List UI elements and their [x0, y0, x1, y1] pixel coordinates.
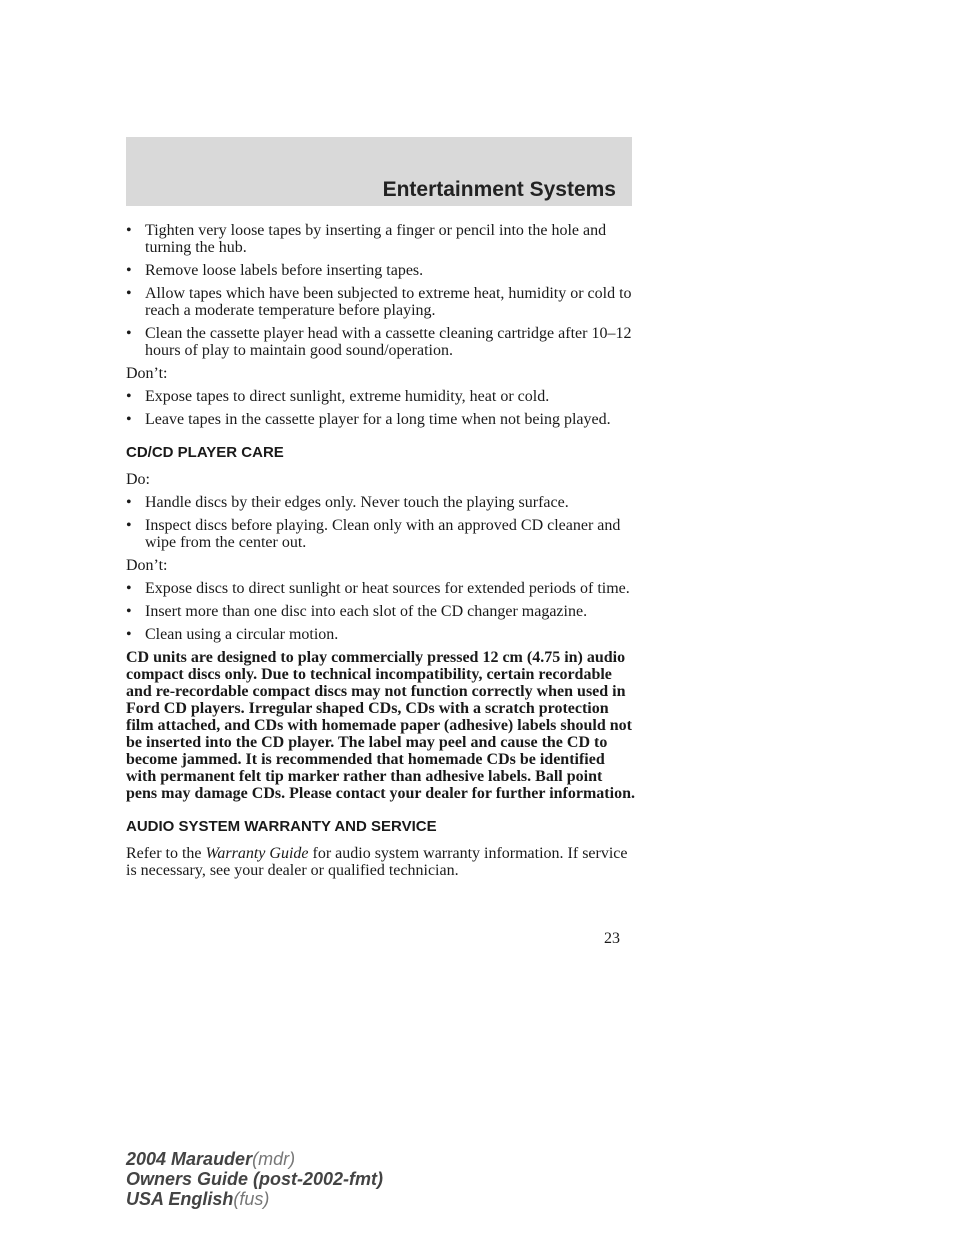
list-item-text: Handle discs by their edges only. Never touch the playing surface. [145, 494, 569, 511]
bullet-icon: • [126, 388, 132, 405]
footer-line-guide [126, 1169, 383, 1189]
footer-language-code: (fus) [233, 1189, 270, 1209]
list-item [126, 285, 636, 319]
bullet-icon: • [126, 325, 132, 342]
footer-model: 2004 Marauder [126, 1149, 253, 1169]
list-item [126, 626, 636, 643]
section-title: Entertainment Systems [382, 178, 616, 201]
bullet-icon: • [126, 580, 132, 597]
cassette-dont-label: Don’t: [126, 365, 168, 382]
list-item [126, 494, 636, 511]
page-number: 23 [604, 930, 620, 947]
list-item [126, 411, 636, 428]
footer-language: USA English [126, 1189, 234, 1209]
list-item-text: Leave tapes in the cassette player for a long time when not being played. [145, 411, 611, 428]
bullet-icon: • [126, 411, 132, 428]
footer-line-model [126, 1149, 383, 1169]
cd-do-label: Do: [126, 471, 150, 488]
list-item-text: Insert more than one disc into each slot of the CD changer magazine. [145, 603, 588, 620]
cd-dont-label: Don’t: [126, 557, 168, 574]
bullet-icon: • [126, 222, 132, 239]
bullet-icon: • [126, 285, 132, 302]
warranty-text-before: Refer to the [126, 845, 206, 862]
cd-warning-paragraph: CD units are designed to play commercially pressed 12 cm (4.75 in) audio compact discs only. Due to technical incompatibility, certain recordable and re-recordable compact discs may not function correctly when used in Ford CD players. Irregular shaped CDs, CDs with a scratch protection film attached, and CDs with homemade paper (adhesive) labels should not be inserted into the CD player. The label may peel and cause the CD to become jammed. It is recommended that homemade CDs be identified with permanent felt tip marker rather than adhesive labels. Ball point pens may damage CDs. Please contact your dealer for further information. [126, 649, 635, 802]
bullet-icon: • [126, 603, 132, 620]
list-item [126, 517, 636, 551]
list-item-text: Remove loose labels before inserting tapes. [145, 262, 424, 279]
list-item [126, 603, 636, 620]
list-item-text: Allow tapes which have been subjected to extreme heat, humidity or cold to reach a moderate temperature before playing. [145, 285, 632, 319]
list-item [126, 325, 636, 359]
list-item [126, 388, 636, 405]
list-item [126, 222, 636, 256]
footer-model-code: (mdr) [252, 1149, 296, 1169]
section-header-band [126, 137, 632, 206]
bullet-icon: • [126, 517, 132, 534]
cd-care-heading: CD/CD PLAYER CARE [126, 444, 284, 461]
footer-line-language [126, 1189, 383, 1209]
list-item-text: Expose discs to direct sunlight or heat sources for extended periods of time. [145, 580, 630, 597]
warranty-text-after: for audio system warranty information. If service is necessary, see your dealer or qualified technician. [126, 845, 628, 879]
list-item-text: Clean using a circular motion. [145, 626, 339, 643]
bullet-icon: • [126, 626, 132, 643]
document-footer [126, 1149, 383, 1209]
list-item-text: Clean the cassette player head with a cassette cleaning cartridge after 10–12 hours of play to maintain good sound/operation. [145, 325, 632, 359]
bullet-icon: • [126, 494, 132, 511]
list-item-text: Tighten very loose tapes by inserting a finger or pencil into the hole and turning the hub. [145, 222, 607, 256]
bullet-icon: • [126, 262, 132, 279]
list-item [126, 580, 636, 597]
footer-guide: Owners Guide (post-2002-fmt) [126, 1169, 384, 1189]
list-item-text: Inspect discs before playing. Clean only with an approved CD cleaner and wipe from the center out. [145, 517, 621, 551]
warranty-guide-name: Warranty Guide [205, 845, 309, 862]
warranty-heading: AUDIO SYSTEM WARRANTY AND SERVICE [126, 818, 437, 835]
page-content [126, 222, 636, 885]
warranty-paragraph [126, 845, 636, 879]
list-item-text: Expose tapes to direct sunlight, extreme humidity, heat or cold. [145, 388, 550, 405]
list-item [126, 262, 636, 279]
